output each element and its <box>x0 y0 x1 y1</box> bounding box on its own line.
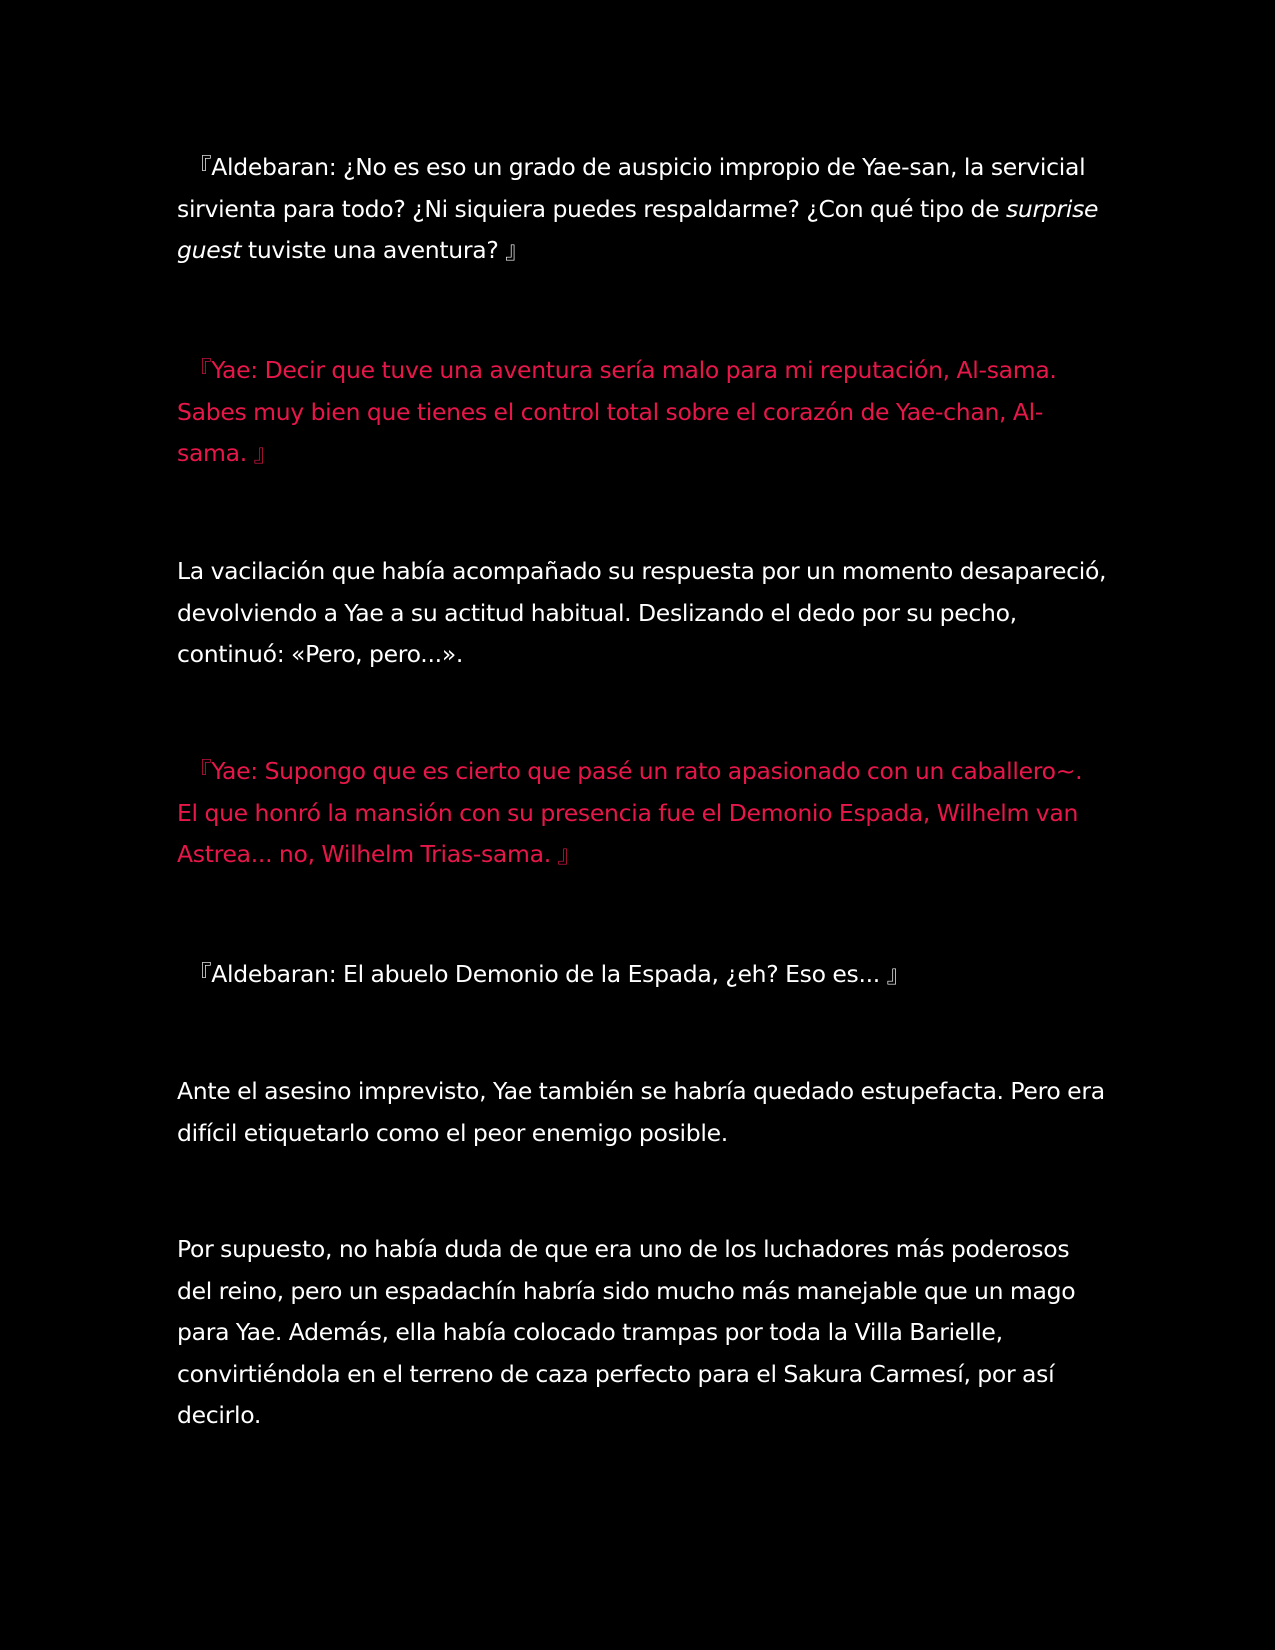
dialogue-aldebaran-2: 『Aldebaran: El abuelo Demonio de la Espada, ¿eh? Eso es... 』 <box>188 960 910 988</box>
dialogue-yae-1: 『Yae: Decir que tuve una aventura sería malo para mi reputación, Al-sama. Sabes muy bien que tienes el control total sobre el corazón de Yae-chan, Al-sama. 』 <box>177 356 1057 467</box>
narration-paragraph-2: Ante el asesino imprevisto, Yae también se habría quedado estupefacta. Pero era difícil etiquetarlo como el peor enemigo posible. <box>177 1077 1105 1147</box>
narration-paragraph-3: Por supuesto, no había duda de que era uno de los luchadores más poderosos del reino, pero un espadachín habría sido mucho más manejable que un mago para Yae. Además, ella había colocado trampas por toda la Villa Barielle, convirtiéndola en el terreno de caza perfecto para el Sakura Carmesí, por así decirlo. <box>177 1235 1076 1429</box>
dialogue-aldebaran-1 <box>177 147 1107 272</box>
dialogue-italic-phrase: surprise guest <box>177 194 1099 264</box>
dialogue-yae-2: 『Yae: Supongo que es cierto que pasé un rato apasionado con un caballero~. El que honró la mansión con su presencia fue el Demonio Espada, Wilhelm van Astrea... no, Wilhelm Trias-sama. 』 <box>177 757 1083 868</box>
dialogue-open-bracket: 『 <box>188 153 212 181</box>
narration-paragraph-1: La vacilación que había acompañado su respuesta por un momento desapareció, devolviendo a Yae a su actitud habitual. Deslizando el dedo por su pecho, continuó: «Pero, pero...». <box>177 557 1107 668</box>
dialogue-text-before-italic: Aldebaran: ¿No es eso un grado de auspicio impropio de Yae-san, la servicial sirvienta para todo? ¿Ni siquiera puedes respaldarme? ¿Con qué tipo de <box>177 153 1086 223</box>
dialogue-text-after-italic: tuviste una aventura? 』 <box>241 236 529 264</box>
